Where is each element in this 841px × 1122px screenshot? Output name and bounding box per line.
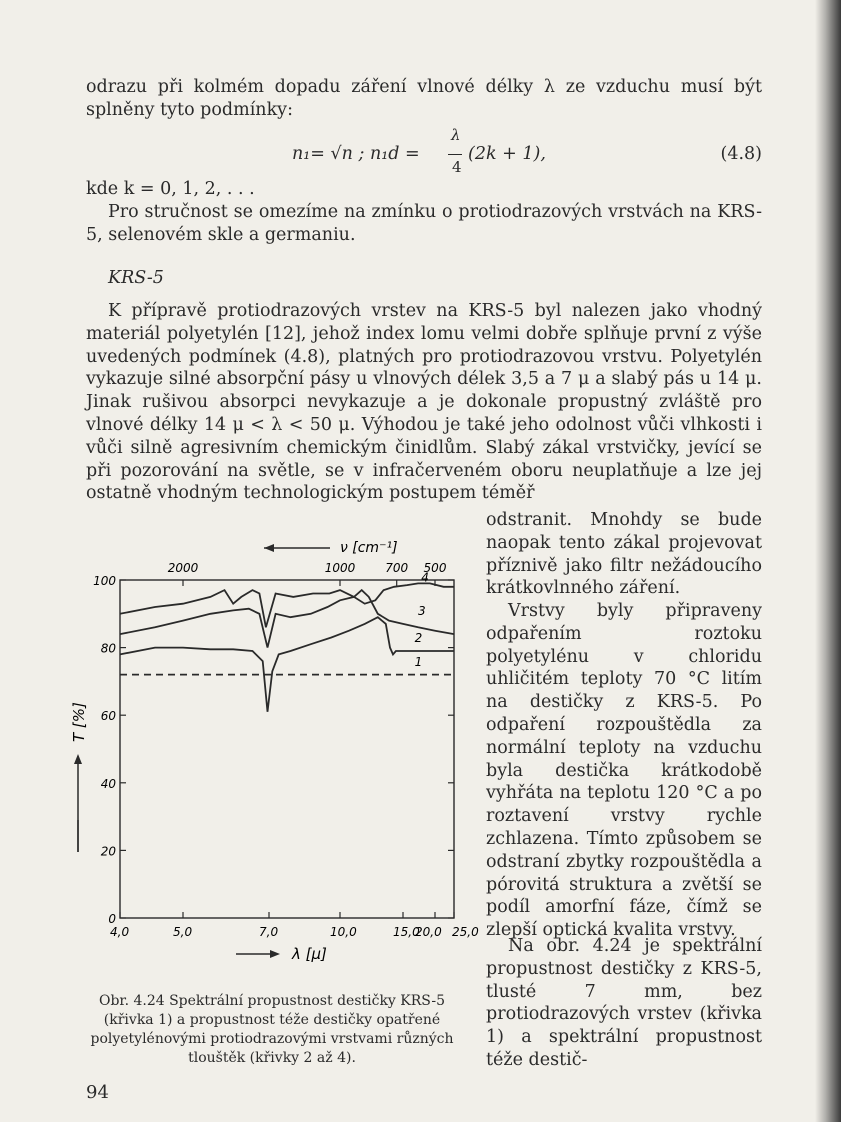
main-paragraph: K přípravě protiodrazových vrstev na KRS-5 byl nalezen jako vhodný materiál polyetylén [12], jehož index lomu velmi dobře splňuje první z výše uvedených podmínek (4.8), platných pro protiodrazovou vrstvu. Polyetylén vykazuje silné absorpční pásy u vlnových délek 3,5 a 7 μ a slabý pás u 14 μ. Jinak rušivou absorpci nevykazuje a je dokonale propustný zvláště pro vlnové délky 14 μ < λ < 50 μ. Výhodou je také jeho odolnost vůči vlhkosti i vůči silně agresivním chemickým činidlům. Slabý zákal vrstvičky, jevící se při pozorování na světle, se v infračerveném oboru neuplatňuje a lze jej ostatně vhodným technologickým postupem téměř	[86, 301, 762, 504]
side-paragraph-2: Vrstvy byly připraveny odpařením roztoku polyetylénu v chloridu uhličitém teploty 70 °C litím na destičky z KRS-5. Po odpaření rozpouštědla za normální teploty na vzduchu byla destička krátkodobě vyhřáta na teplotu 120 °C a po roztavení vrstvy rychle zchlazena. Tímto způsobem se odstraní zbytky rozpouštědla a pórovitá struktura a zvětší se podíl amorfní fáze, čímž se zlepší optická kvalita vrstvy.	[486, 601, 762, 941]
x-tick-label: 25,0	[452, 925, 479, 939]
curve-2	[120, 617, 454, 712]
y-tick-label: 0	[108, 912, 116, 926]
curve-label-1: 1	[414, 654, 423, 669]
kde-line: kde k = 0, 1, 2, . . .	[86, 179, 255, 199]
equation-fraction-numerator: λ	[451, 126, 461, 144]
x-axis-arrowhead	[270, 950, 280, 958]
x-tick-label: 15,0	[393, 925, 420, 939]
equation-number: (4.8)	[720, 144, 762, 164]
equation-left: n₁= √n ; n₁d =	[292, 144, 420, 164]
page-edge-shadow	[815, 0, 841, 1122]
side-paragraph-3: Na obr. 4.24 je spektrální propustnost destičky z KRS-5, tlusté 7 mm, bez protiodrazových vrstev (křivka 1) a spektrální propustnost téže destič-	[486, 936, 762, 1070]
top-axis-label: ν [cm⁻¹]	[340, 540, 398, 556]
curve-label-2: 2	[414, 631, 423, 646]
top-tick-label: 700	[385, 561, 409, 575]
equation-fraction-bar	[448, 154, 462, 155]
intro-paragraph: odrazu při kolmém dopadu záření vlnové délky λ ze vzduchu musí být splněny tyto podmínky:	[86, 77, 762, 120]
top-tick-label: 1000	[324, 561, 356, 575]
top-axis-ticks	[168, 561, 447, 586]
plot-frame	[120, 580, 454, 918]
equation-fraction-denominator: 4	[452, 158, 462, 176]
top-tick-label: 2000	[167, 561, 199, 575]
x-tick-label: 7,0	[259, 925, 279, 939]
figure-caption: Obr. 4.24 Spektrální propustnost destičky KRS-5 (křivka 1) a propustnost téže destičky opatřené polyetylénovými protiodrazovými vrstvami různých tlouštěk (křivky 2 až 4).	[90, 993, 454, 1066]
equation-4-8	[86, 126, 762, 180]
curve-label-3: 3	[418, 604, 426, 619]
short-paragraph: Pro stručnost se omezíme na zmínku o protiodrazových vrstvách na KRS-5, selenovém skle a germaniu.	[86, 202, 762, 245]
curves	[120, 583, 454, 711]
transmittance-chart	[70, 530, 479, 963]
y-tick-label: 20	[100, 844, 116, 859]
curve-4	[120, 583, 454, 627]
x-tick-label: 20,0	[415, 925, 442, 939]
curve-3	[120, 590, 454, 648]
equation-right: (2k + 1),	[468, 144, 546, 164]
side-paragraph-1: odstranit. Mnohdy se bude naopak tento zákal projevovat příznivě jako filtr nežádoucího krátkovlnného záření.	[486, 510, 762, 599]
y-tick-label: 60	[100, 709, 116, 724]
top-tick-label: 500	[423, 561, 447, 575]
page-number: 94	[86, 1082, 109, 1103]
x-axis-label: λ [μ]	[292, 945, 327, 963]
y-tick-label: 100	[93, 574, 116, 588]
x-tick-label: 10,0	[330, 925, 357, 939]
x-axis-ticks	[110, 912, 479, 939]
x-tick-label: 4,0	[110, 925, 130, 939]
curve-labels	[415, 570, 429, 669]
section-heading: KRS-5	[108, 268, 164, 288]
y-tick-label: 80	[100, 641, 116, 656]
y-tick-label: 40	[100, 776, 116, 791]
y-axis-ticks	[93, 574, 454, 926]
top-axis-arrowhead	[264, 544, 274, 552]
y-axis-label: T [%]	[70, 702, 88, 742]
x-tick-label: 5,0	[173, 925, 193, 939]
curve-label-4: 4	[421, 570, 429, 585]
